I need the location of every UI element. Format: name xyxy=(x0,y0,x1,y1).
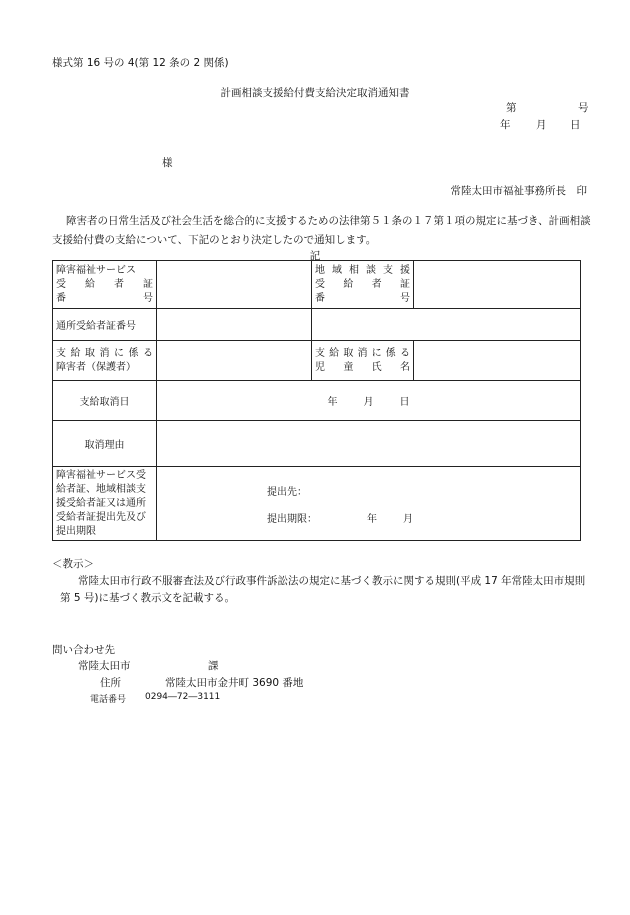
child-label-line2 xyxy=(315,361,410,375)
label-char: 支 xyxy=(56,347,66,359)
child-name-label xyxy=(312,341,414,381)
submit-deadline-line xyxy=(267,510,577,525)
daycare-cert-row xyxy=(53,309,581,341)
label-char: 児 xyxy=(315,361,325,373)
label-char: る xyxy=(143,347,153,359)
label-char: 給 xyxy=(329,347,340,359)
submit-to: 提出先： xyxy=(267,486,307,498)
label-char: る xyxy=(399,347,410,359)
label-char: 者 xyxy=(371,278,382,290)
ki-marker: 記 xyxy=(309,250,321,262)
label-char: 証 xyxy=(399,278,410,290)
reason-row xyxy=(53,421,581,467)
label-char: 地 xyxy=(315,264,325,276)
label-char: 係 xyxy=(128,347,139,359)
person-row xyxy=(53,341,581,381)
label-char: 域 xyxy=(332,264,342,276)
reason-label: 取消理由 xyxy=(53,421,157,467)
submission-field[interactable] xyxy=(157,467,581,541)
label-char: 給 xyxy=(85,278,95,290)
cancel-date-label: 支給取消日 xyxy=(53,381,157,421)
label-char: 支 xyxy=(315,347,325,359)
label-char: 号 xyxy=(400,292,410,304)
addressee: 様 xyxy=(162,157,173,169)
welfare-cert-label-line3 xyxy=(56,292,153,306)
label-char: 者 xyxy=(114,278,124,290)
daycare-cert-number-label: 通所受給者証番号 xyxy=(53,309,157,341)
contact-address-label: 住所 xyxy=(100,677,121,689)
disabled-person-label-line2: 障害者（保護者） xyxy=(56,361,136,373)
form-number: 様式第 16 号の 4(第 12 条の 2 関係) xyxy=(52,57,229,69)
label-char: 支 xyxy=(383,264,393,276)
submit-deadline-label: 提出期限： xyxy=(267,513,317,525)
welfare-cert-label-line2 xyxy=(56,278,153,292)
label-char: 受 xyxy=(315,278,325,290)
date-day: 日 xyxy=(570,119,581,131)
child-label-line1 xyxy=(315,347,410,361)
contact-heading: 問い合わせ先 xyxy=(52,644,115,656)
number-suffix: 号 xyxy=(578,102,589,114)
number-prefix: 第 xyxy=(506,102,517,114)
cancel-date-year: 年 xyxy=(327,397,338,408)
issuer: 常陸太田市福祉事務所長 印 xyxy=(450,185,587,197)
submission-label: 障害福祉サービス受給者証、地域相談支援受給者証又は通所受給者証提出先及び提出期限 xyxy=(53,467,157,541)
contact-address: 常陸太田市金井町 3690 番地 xyxy=(165,677,304,689)
notice-heading: ＜教示＞ xyxy=(52,558,94,570)
label-char: 氏 xyxy=(371,361,382,373)
reason-field[interactable] xyxy=(157,421,581,467)
contact-office: 常陸太田市 xyxy=(78,660,131,672)
deadline-year: 年 xyxy=(367,513,377,525)
daycare-row-blank xyxy=(312,309,581,341)
welfare-cert-label-line1: 障害福祉サービス xyxy=(56,264,136,276)
label-char: 相 xyxy=(349,264,359,276)
label-char: 証 xyxy=(143,278,153,290)
cancellation-form-table xyxy=(52,260,581,541)
date-year: 年 xyxy=(500,119,511,131)
disabled-person-label xyxy=(53,341,157,381)
label-char: 取 xyxy=(85,347,95,359)
label-char: 名 xyxy=(399,361,410,373)
label-char: に xyxy=(114,347,124,359)
label-char: に xyxy=(371,347,382,359)
cancel-date-month: 月 xyxy=(363,397,374,408)
regional-cert-number-label xyxy=(312,261,414,309)
label-char: 号 xyxy=(143,292,153,304)
disabled-person-label-line1 xyxy=(56,347,153,361)
document-title: 計画相談支援給付費支給決定取消通知書 xyxy=(220,87,410,99)
date-month: 月 xyxy=(536,119,547,131)
regional-cert-number-field[interactable] xyxy=(414,261,581,309)
label-char: 消 xyxy=(99,347,110,359)
label-char: 係 xyxy=(385,347,396,359)
contact-tel-label: 電話番号 xyxy=(90,695,127,705)
certificate-number-row xyxy=(53,261,581,309)
label-char: 番 xyxy=(315,292,325,304)
regional-cert-label-line1 xyxy=(315,264,410,278)
cancel-date-field[interactable] xyxy=(157,381,581,421)
cancel-date-day: 日 xyxy=(399,397,410,408)
label-char: 番 xyxy=(56,292,66,304)
regional-cert-label-line2 xyxy=(315,278,410,292)
label-char: 消 xyxy=(357,347,368,359)
submission-row xyxy=(53,467,581,541)
deadline-month: 月 xyxy=(403,513,413,525)
welfare-cert-number-field[interactable] xyxy=(157,261,312,309)
welfare-cert-number-label xyxy=(53,261,157,309)
cancel-date-units xyxy=(160,393,577,408)
label-char: 童 xyxy=(343,361,354,373)
label-char: 給 xyxy=(70,347,81,359)
label-char: 談 xyxy=(366,264,376,276)
label-char: 取 xyxy=(343,347,354,359)
contact-tel: 0294―72―3111 xyxy=(145,692,221,702)
contact-dept: 課 xyxy=(208,660,219,672)
label-char: 給 xyxy=(343,278,354,290)
regional-cert-label-line3 xyxy=(315,292,410,306)
child-name-field[interactable] xyxy=(414,341,581,381)
daycare-cert-number-field[interactable] xyxy=(157,309,312,341)
notice-text: 常陸太田市行政不服審査法及び行政事件訴訟法の規定に基づく教示に関する規則(平成 17 年常陸太田市規則第 5 号)に基づく教示文を記載する。 xyxy=(60,575,586,604)
label-char: 受 xyxy=(56,278,66,290)
disabled-person-name-field[interactable] xyxy=(157,341,312,381)
body-text: 障害者の日常生活及び社会生活を総合的に支援するための法律第５１条の１７第１項の規定に基づき、計画相談支援給付費の支給について、下記のとおり決定したので通知します。 xyxy=(52,215,591,246)
label-char: 援 xyxy=(400,264,410,276)
cancel-date-row xyxy=(53,381,581,421)
